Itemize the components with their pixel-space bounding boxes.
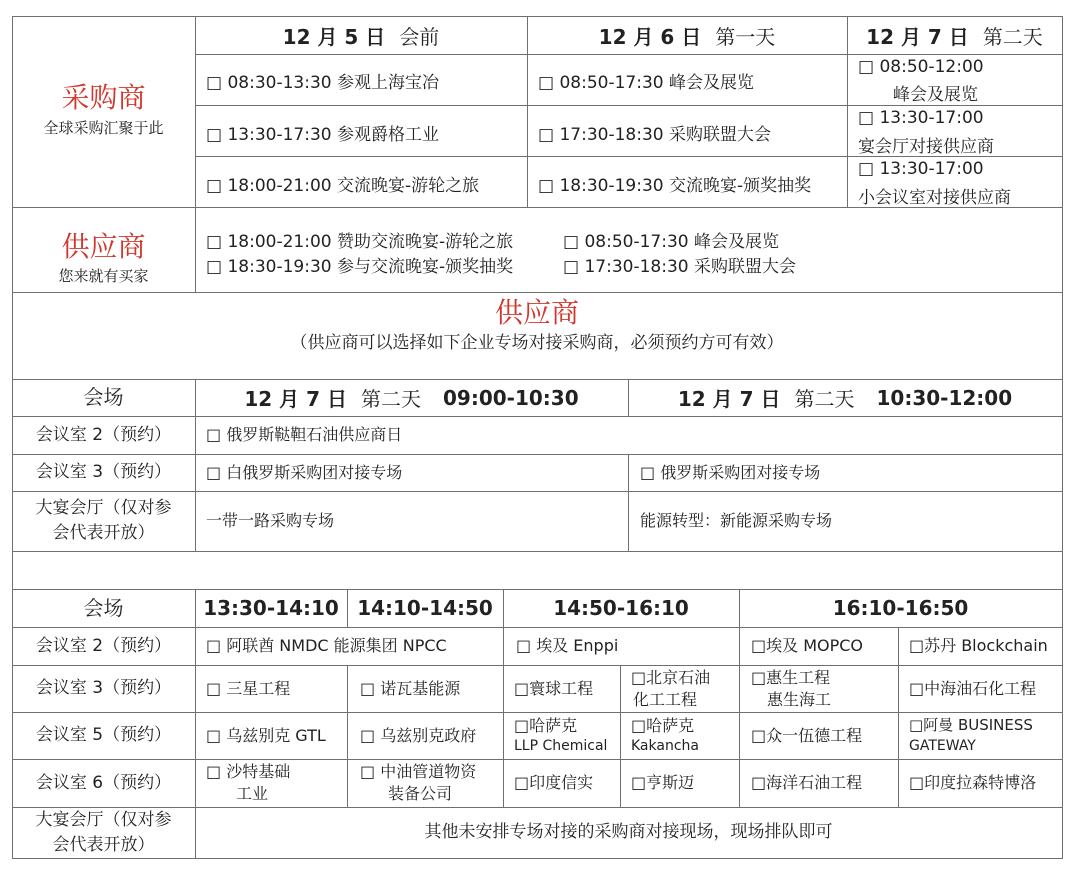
venue-line: 会代表开放）: [52, 835, 155, 855]
buyer-label: [12, 78, 195, 138]
session-item[interactable]: □海洋石油工程: [751, 773, 863, 792]
supplier-item[interactable]: □ 08:50-17:30 峰会及展览: [563, 232, 779, 252]
venue-line: 大宴会厅（仅对参: [35, 810, 172, 830]
session-line: □北京石油: [631, 668, 711, 687]
supplier-subtitle: 您来就有买家: [58, 267, 149, 285]
session-line: 惠生海工: [767, 690, 832, 709]
session-line: □哈萨克: [514, 716, 578, 735]
session-item[interactable]: □ 俄罗斯鞑靼石油供应商日: [206, 425, 403, 444]
buyer-item[interactable]: □ 18:00-21:00 交流晚宴-游轮之旅: [206, 176, 480, 196]
venue-header: 会场: [83, 385, 124, 409]
day-header-dec7: [847, 16, 1062, 54]
day-header-dec6: [527, 16, 847, 54]
slot-label: 第二天: [794, 387, 855, 411]
session-item[interactable]: 能源转型：新能源采购专场: [640, 511, 833, 530]
session-item[interactable]: □印度拉森特博洛: [909, 773, 1037, 792]
session-line: □ 沙特基础: [206, 762, 291, 781]
buyer-subtitle: 全球采购汇聚于此: [43, 119, 164, 137]
session-item[interactable]: □亨斯迈: [631, 773, 695, 792]
time-header: 16:10-16:50: [832, 596, 969, 620]
session-item[interactable]: □ 乌兹别克政府: [360, 726, 477, 745]
session-line: □ 中油管道物资: [360, 762, 477, 781]
buyer-item[interactable]: □ 08:50-17:30 峰会及展览: [538, 73, 754, 93]
session-line: 工业: [236, 784, 269, 803]
venue-name: [12, 496, 195, 546]
time-header: 13:30-14:10: [203, 596, 339, 620]
grid-line: [195, 16, 196, 292]
session-item[interactable]: □中海油石化工程: [909, 679, 1037, 698]
session-item[interactable]: □ 三星工程: [206, 679, 291, 698]
time-header: 14:10-14:50: [357, 596, 493, 620]
grid-line: [12, 491, 1063, 492]
session-item[interactable]: □苏丹 Blockchain: [909, 636, 1048, 655]
grid-line: [898, 627, 899, 807]
supplier-item[interactable]: □ 18:00-21:00 赞助交流晚宴-游轮之旅: [206, 232, 514, 252]
buyer-item[interactable]: □ 18:30-19:30 交流晚宴-颁奖抽奖: [538, 176, 812, 196]
day-date: 12 月 5 日: [282, 24, 386, 49]
time-header: 14:50-16:10: [553, 596, 689, 620]
supplier-label: [12, 228, 195, 286]
session-item[interactable]: □ 俄罗斯采购团对接专场: [640, 463, 821, 482]
venue-name: 会议室 2（预约）: [35, 636, 172, 656]
venue-name: [12, 808, 195, 858]
buyer-item[interactable]: □ 13:30-17:00: [858, 159, 984, 179]
buyer-item-sub: 小会议室对接供应商: [858, 188, 1011, 208]
session-line: LLP Chemical: [514, 738, 608, 754]
session-item[interactable]: □寰球工程: [514, 679, 594, 698]
day-label: 第一天: [715, 24, 776, 49]
session-line: □阿曼 BUSINESS: [909, 716, 1033, 734]
session-item[interactable]: □印度信实: [514, 773, 594, 792]
grid-line: [620, 665, 621, 807]
slot-time: 10:30-12:00: [876, 385, 1013, 410]
slot-label: 第二天: [361, 387, 421, 411]
grid-line: [628, 454, 629, 551]
session-item[interactable]: [514, 715, 607, 757]
slot-date: 12 月 7 日: [244, 387, 347, 411]
venue-name: 会议室 2（预约）: [35, 425, 172, 445]
session-line: □惠生工程: [751, 668, 831, 687]
venue-name: 会议室 5（预约）: [35, 725, 172, 745]
day-label: 第二天: [982, 24, 1043, 49]
border-bottom: [12, 858, 1063, 859]
buyer-item-sub: 峰会及展览: [893, 85, 978, 105]
day-header-dec5: [195, 16, 527, 54]
grid-line: [195, 54, 1063, 55]
session-item[interactable]: □众一伍德工程: [751, 726, 863, 745]
session-item[interactable]: [631, 667, 710, 711]
slot-time: 09:00-10:30: [443, 385, 579, 410]
session-item[interactable]: [751, 667, 831, 711]
slot-header: [628, 379, 1062, 416]
border-right: [1062, 16, 1063, 859]
session-line: 装备公司: [388, 784, 453, 803]
grid-line: [12, 292, 1063, 293]
session-line: 化工工程: [633, 690, 698, 709]
hall-note: 其他未安排专场对接的采购商对接现场，现场排队即可: [424, 822, 833, 842]
buyer-item[interactable]: □ 17:30-18:30 采购联盟大会: [538, 125, 771, 145]
buyer-title: 采购商: [61, 81, 146, 114]
venue-name: 会议室 3（预约）: [35, 678, 172, 698]
session-line: GATEWAY: [909, 738, 976, 754]
session-item[interactable]: □ 诺瓦基能源: [360, 679, 461, 698]
buyer-item[interactable]: □ 08:30-13:30 参观上海宝冶: [206, 73, 439, 93]
session-item[interactable]: [206, 761, 290, 805]
session-item[interactable]: 一带一路采购专场: [206, 511, 335, 530]
supplier-title: 供应商: [61, 230, 146, 263]
slot-header: [195, 379, 628, 416]
supplier-item[interactable]: □ 17:30-18:30 采购联盟大会: [563, 257, 796, 277]
session-item[interactable]: □ 白俄罗斯采购团对接专场: [206, 463, 403, 482]
grid-line: [347, 665, 348, 807]
venue-header: 会场: [83, 596, 124, 620]
session-item[interactable]: [360, 761, 476, 805]
venue-line: 会代表开放）: [52, 523, 155, 543]
section-title: 供应商: [494, 296, 579, 329]
session-item[interactable]: □ 乌兹别克 GTL: [206, 726, 326, 745]
session-item[interactable]: □ 阿联酋 NMDC 能源集团 NPCC: [206, 636, 447, 655]
venue-name: 会议室 3（预约）: [35, 462, 172, 482]
supplier-item[interactable]: □ 18:30-19:30 参与交流晚宴-颁奖抽奖: [206, 257, 514, 277]
session-item[interactable]: [909, 715, 1033, 757]
buyer-item[interactable]: □ 08:50-12:00: [858, 57, 984, 77]
session-item[interactable]: □埃及 MOPCO: [751, 636, 864, 655]
session-line: □哈萨克: [631, 716, 695, 735]
buyer-item[interactable]: □ 13:30-17:30 参观爵格工业: [206, 125, 439, 145]
day-date: 12 月 7 日: [866, 24, 969, 49]
grid-line: [12, 551, 1063, 552]
venue-line: 大宴会厅（仅对参: [35, 498, 172, 518]
session-line: Kakancha: [631, 738, 699, 754]
buyer-item[interactable]: □ 13:30-17:00: [858, 108, 984, 128]
venue-name: 会议室 6（预约）: [35, 773, 172, 793]
slot-date: 12 月 7 日: [677, 387, 781, 411]
buyer-item-sub: 宴会厅对接供应商: [858, 137, 994, 157]
session-item[interactable]: □ 埃及 Enppi: [516, 636, 619, 655]
day-date: 12 月 6 日: [598, 24, 702, 49]
day-label: 会前: [399, 24, 440, 49]
grid-line: [195, 105, 1063, 106]
section-note: （供应商可以选择如下企业专场对接采购商，必须预约方可有效）: [290, 333, 784, 353]
session-item[interactable]: [631, 715, 699, 757]
